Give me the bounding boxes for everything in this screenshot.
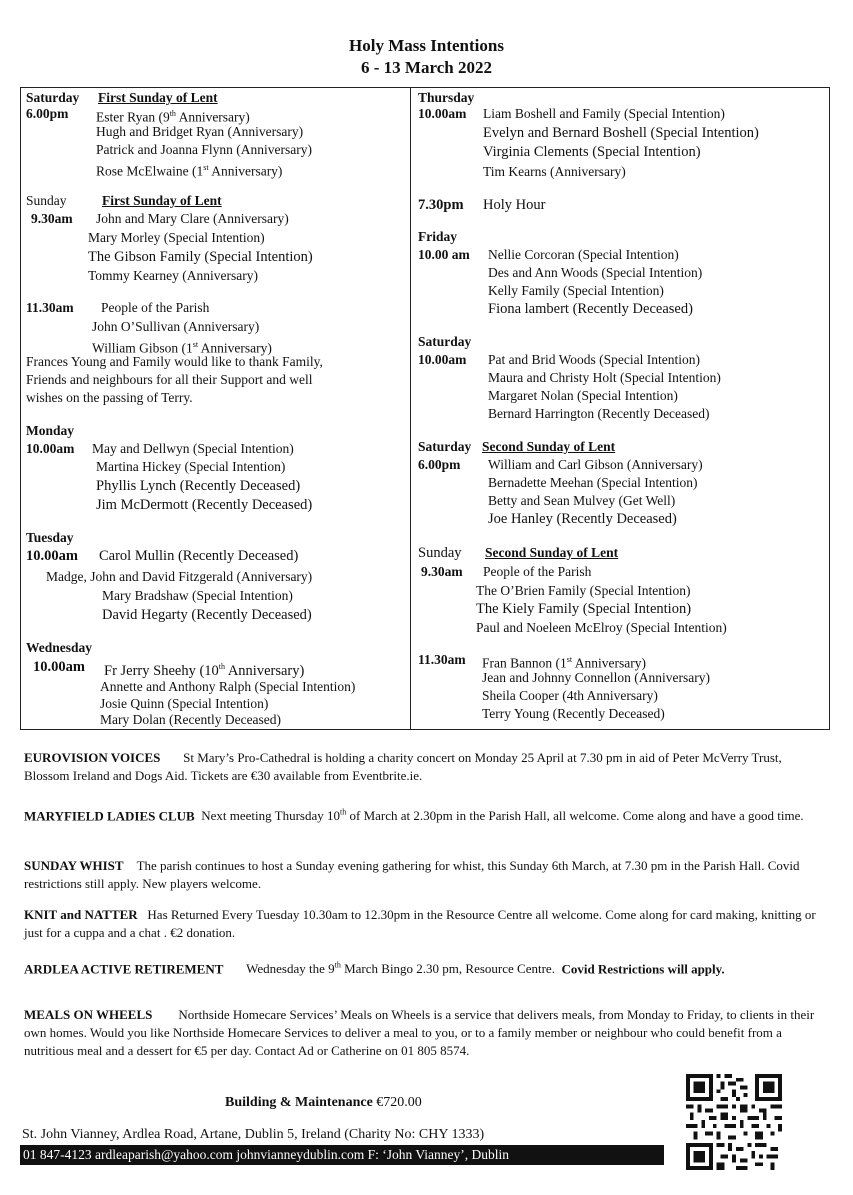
thanks-note: wishes on the passing of Terry. (26, 390, 193, 405)
intention: Paul and Noeleen McElroy (Special Intention) (476, 620, 727, 635)
intention: The Gibson Family (Special Intention) (88, 249, 313, 265)
intention: Fran Bannon (1st Anniversary) (482, 655, 646, 671)
day-label: Saturday (26, 90, 80, 105)
intention: Liam Boshell and Family (Special Intention) (483, 106, 725, 121)
mass-time: 6.00pm (418, 457, 461, 472)
intention: The O’Brien Family (Special Intention) (476, 583, 691, 598)
intention: Mary Bradshaw (Special Intention) (102, 588, 293, 603)
feast-label: First Sunday of Lent (98, 90, 218, 105)
notice-heading: KNIT and NATTER (24, 907, 138, 922)
intention: Josie Quinn (Special Intention) (100, 696, 269, 711)
intention: Fr Jerry Sheehy (10th Anniversary) (104, 662, 305, 679)
notice-knit (24, 906, 824, 942)
feast-label: Second Sunday of Lent (482, 439, 616, 454)
intention: Ester Ryan (9th Anniversary) (96, 109, 250, 125)
intention: John and Mary Clare (Anniversary) (96, 211, 289, 226)
mass-time: 9.30am (421, 564, 463, 579)
intention: Tim Kearns (Anniversary) (483, 164, 626, 179)
intention: Joe Hanley (Recently Deceased) (488, 511, 677, 527)
day-label: Tuesday (26, 530, 74, 545)
parish-address: St. John Vianney, Ardlea Road, Artane, Dublin 5, Ireland (Charity No: CHY 1333) (22, 1127, 485, 1142)
thanks-note: Friends and neighbours for all their Support and well (26, 372, 313, 387)
day-label: Saturday (418, 334, 472, 349)
date-range: 6 - 13 March 2022 (361, 58, 492, 77)
intention: People of the Parish (101, 300, 210, 315)
day-label: Friday (418, 229, 457, 244)
intention: The Kiely Family (Special Intention) (476, 601, 692, 617)
building-label: Building & Maintenance (225, 1095, 373, 1110)
intention: Betty and Sean Mulvey (Get Well) (488, 493, 676, 508)
notice-heading: ARDLEA ACTIVE RETIREMENT (24, 961, 224, 977)
feast-label: Second Sunday of Lent (485, 545, 619, 560)
mass-time: 10.00am (26, 548, 78, 564)
notice-body: The parish continues to host a Sunday evening gathering for whist, this Sunday 6th March, at 7.30 pm in the Parish Hall. Covid restrictions still apply. New players welcome. (24, 858, 800, 891)
mass-time: 10.00am (33, 659, 85, 675)
notice-heading: MARYFIELD LADIES CLUB (24, 808, 195, 824)
mass-time: 11.30am (26, 300, 74, 315)
mass-time: 10.00am (418, 106, 467, 121)
page-title: Holy Mass Intentions (349, 36, 504, 55)
mass-time: 9.30am (31, 211, 73, 226)
notice-eurovision (24, 749, 824, 785)
notice-body: Next meeting Thursday 10th of March at 2.30pm in the Parish Hall, all welcome. Come along and have a good time. (201, 808, 804, 824)
mass-time: 11.30am (418, 652, 466, 667)
day-label: Monday (26, 423, 75, 438)
qr-code-icon (686, 1074, 782, 1170)
notice-body: Has Returned Every Tuesday 10.30am to 12.30pm in the Resource Centre all welcome. Come along for card making, knitting or just for a cuppa and a chat . €2 donation. (24, 907, 816, 940)
intention: Martina Hickey (Special Intention) (96, 459, 286, 474)
intention: Mary Morley (Special Intention) (88, 230, 265, 245)
day-label: Saturday (418, 439, 472, 454)
notice-heading: SUNDAY WHIST (24, 858, 124, 873)
mass-time: 7.30pm (418, 197, 464, 213)
intention: Jim McDermott (Recently Deceased) (96, 497, 313, 513)
notice-body: St Mary’s Pro-Cathedral is holding a charity concert on Monday 25 April at 7.30 pm in aid of Peter McVerry Trust, Blossom Ireland and Dogs Aid. Tickets are €30 available from Eventbrite.ie. (24, 750, 782, 783)
mass-time: 10.00am (26, 441, 75, 456)
intention: Rose McElwaine (1st Anniversary) (96, 163, 283, 179)
intention: Sheila Cooper (4th Anniversary) (482, 688, 658, 703)
intention: Tommy Kearney (Anniversary) (88, 268, 258, 283)
intention: Annette and Anthony Ralph (Special Intention) (100, 679, 356, 694)
intention: Pat and Brid Woods (Special Intention) (488, 352, 701, 367)
mass-intentions-table (20, 87, 830, 730)
intention: Virginia Clements (Special Intention) (483, 144, 701, 160)
intention: Bernadette Meehan (Special Intention) (488, 475, 698, 490)
intention: Evelyn and Bernard Boshell (Special Intention) (483, 125, 759, 141)
intention: John O’Sullivan (Anniversary) (92, 319, 260, 334)
day-label: Sunday (418, 545, 462, 561)
feast-label: First Sunday of Lent (102, 193, 222, 208)
intention: David Hegarty (Recently Deceased) (102, 607, 312, 623)
notice-body: Northside Homecare Services’ Meals on Wheels is a service that delivers meals, from Monday to Friday, to clients in their own homes. Would you like Northside Homecare Services to deliver a meal to you, or to a family member or neighbour who could benefit from a nutritious meal and a dessert for €5 per day. Contact Ad or Catherine on 01 805 8574. (24, 1007, 815, 1058)
column-divider (410, 88, 411, 729)
notice-maryfield (24, 804, 824, 825)
building-amount: €720.00 (376, 1095, 422, 1110)
intention: May and Dellwyn (Special Intention) (92, 441, 294, 456)
intention: Des and Ann Woods (Special Intention) (488, 265, 703, 280)
intention: People of the Parish (483, 564, 592, 579)
mass-time: 10.00am (418, 352, 467, 367)
notice-ardlea (24, 957, 824, 978)
notice-whist (24, 857, 824, 893)
day-label: Thursday (418, 90, 475, 105)
intention: Kelly Family (Special Intention) (488, 283, 664, 298)
intention: Maura and Christy Holt (Special Intention) (488, 370, 721, 385)
mass-time: 6.00pm (26, 106, 69, 121)
contact-bar: 01 847-4123 ardleaparish@yahoo.com johnvianneydublin.com F: ‘John Vianney’, Dublin (20, 1145, 664, 1165)
notice-body: Wednesday the 9th March Bingo 2.30 pm, Resource Centre. (246, 961, 555, 977)
intention: Phyllis Lynch (Recently Deceased) (96, 478, 301, 494)
intention: Patrick and Joanna Flynn (Anniversary) (96, 142, 312, 157)
building-maintenance (225, 1095, 422, 1111)
thanks-note: Frances Young and Family would like to thank Family, (26, 354, 323, 369)
intention: Holy Hour (483, 197, 546, 213)
intention: Margaret Nolan (Special Intention) (488, 388, 678, 403)
intention: Mary Dolan (Recently Deceased) (100, 712, 282, 727)
intention: Jean and Johnny Connellon (Anniversary) (482, 670, 710, 685)
intention: William and Carl Gibson (Anniversary) (488, 457, 703, 472)
intention: Madge, John and David Fitzgerald (Anniversary) (46, 569, 313, 584)
day-label: Wednesday (26, 640, 93, 655)
mass-time: 10.00 am (418, 247, 470, 262)
day-label: Sunday (26, 193, 67, 208)
notice-heading: MEALS ON WHEELS (24, 1007, 153, 1022)
intention: Bernard Harrington (Recently Deceased) (488, 406, 710, 421)
intention: Hugh and Bridget Ryan (Anniversary) (96, 124, 304, 139)
intention: Carol Mullin (Recently Deceased) (99, 548, 299, 564)
intention: Nellie Corcoran (Special Intention) (488, 247, 679, 262)
intention: Fiona lambert (Recently Deceased) (488, 301, 693, 317)
intention: William Gibson (1st Anniversary) (92, 340, 272, 356)
notice-heading: EUROVISION VOICES (24, 750, 161, 765)
intention: Terry Young (Recently Deceased) (482, 706, 665, 721)
notice-meals-on-wheels (24, 1006, 824, 1060)
notice-emphasis: Covid Restrictions will apply. (561, 961, 725, 977)
